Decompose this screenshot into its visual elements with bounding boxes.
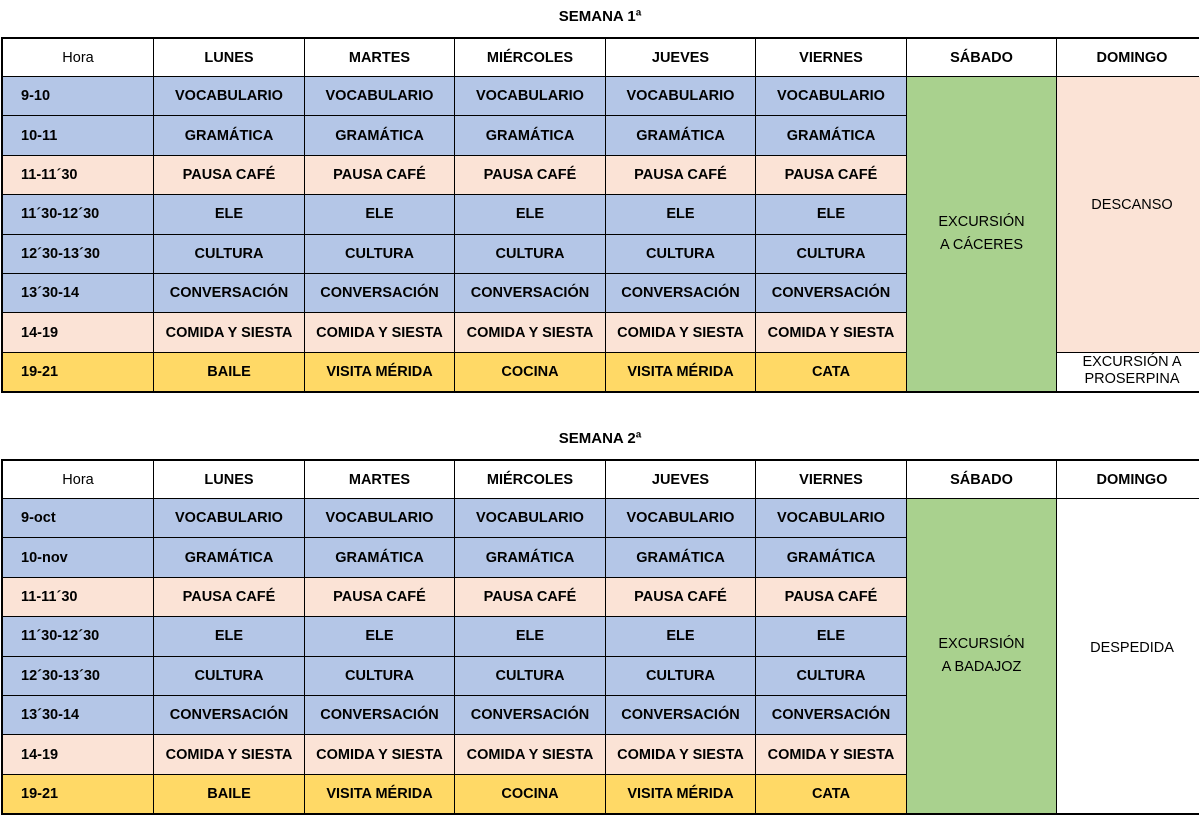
week2-activity-cell-jueves: PAUSA CAFÉ xyxy=(606,578,755,616)
week1-activity-cell-jueves: PAUSA CAFÉ xyxy=(606,156,755,194)
week2-activity-cell-viernes: VOCABULARIO xyxy=(756,499,906,537)
week1-hour-cell: 13´30-14 xyxy=(3,274,153,312)
week1-activity-cell-martes: VOCABULARIO xyxy=(305,77,454,115)
week1-schedule-table xyxy=(1,37,1199,393)
week2-activity-cell-miercoles: COMIDA Y SIESTA xyxy=(455,735,605,773)
week1-activity-cell-miercoles: VOCABULARIO xyxy=(455,77,605,115)
week2-header-jueves: JUEVES xyxy=(606,461,755,498)
week2-activity-cell-jueves: VOCABULARIO xyxy=(606,499,755,537)
week2-title: SEMANA 2ª xyxy=(558,430,642,447)
week2-activity-cell-miercoles: CONVERSACIÓN xyxy=(455,696,605,734)
week2-header-domingo: DOMINGO xyxy=(1057,461,1200,498)
week2-activity-cell-jueves: GRAMÁTICA xyxy=(606,538,755,576)
week1-activity-cell-lunes: CULTURA xyxy=(154,235,304,273)
week1-activity-cell-martes: GRAMÁTICA xyxy=(305,116,454,154)
week2-hour-cell: 19-21 xyxy=(3,775,153,813)
week1-activity-cell-martes: ELE xyxy=(305,195,454,233)
week1-activity-cell-viernes: PAUSA CAFÉ xyxy=(756,156,906,194)
week2-hour-cell: 14-19 xyxy=(3,735,153,773)
week2-activity-cell-martes: VOCABULARIO xyxy=(305,499,454,537)
week1-hour-cell: 9-10 xyxy=(3,77,153,115)
week2-activity-cell-martes: PAUSA CAFÉ xyxy=(305,578,454,616)
week1-saturday-excursion: EXCURSIÓN A CÁCERES xyxy=(907,77,1056,391)
week1-activity-cell-lunes: BAILE xyxy=(154,353,304,391)
week1-activity-cell-jueves: ELE xyxy=(606,195,755,233)
week1-activity-cell-martes: COMIDA Y SIESTA xyxy=(305,313,454,351)
week2-header-viernes: VIERNES xyxy=(756,461,906,498)
week2-activity-cell-viernes: PAUSA CAFÉ xyxy=(756,578,906,616)
week1-title: SEMANA 1ª xyxy=(558,8,642,25)
week2-activity-cell-martes: ELE xyxy=(305,617,454,655)
week1-activity-cell-lunes: CONVERSACIÓN xyxy=(154,274,304,312)
week1-header-viernes: VIERNES xyxy=(756,39,906,76)
week1-activity-cell-lunes: GRAMÁTICA xyxy=(154,116,304,154)
week1-hour-cell: 14-19 xyxy=(3,313,153,351)
week1-activity-cell-viernes: CULTURA xyxy=(756,235,906,273)
week1-activity-cell-viernes: ELE xyxy=(756,195,906,233)
week1-hour-cell: 11´30-12´30 xyxy=(3,195,153,233)
week2-sunday-farewell: DESPEDIDA xyxy=(1057,499,1200,813)
week2-activity-cell-miercoles: PAUSA CAFÉ xyxy=(455,578,605,616)
week1-hour-cell: 12´30-13´30 xyxy=(3,235,153,273)
week1-activity-cell-miercoles: CONVERSACIÓN xyxy=(455,274,605,312)
week1-activity-cell-jueves: CULTURA xyxy=(606,235,755,273)
week1-activity-cell-viernes: CATA xyxy=(756,353,906,391)
week2-activity-cell-viernes: CONVERSACIÓN xyxy=(756,696,906,734)
week1-header-miercoles: MIÉRCOLES xyxy=(455,39,605,76)
week2-activity-cell-miercoles: ELE xyxy=(455,617,605,655)
week2-activity-cell-lunes: BAILE xyxy=(154,775,304,813)
week1-hour-cell: 11-11´30 xyxy=(3,156,153,194)
week1-activity-cell-jueves: VISITA MÉRIDA xyxy=(606,353,755,391)
week2-activity-cell-martes: CONVERSACIÓN xyxy=(305,696,454,734)
week2-activity-cell-jueves: VISITA MÉRIDA xyxy=(606,775,755,813)
week2-activity-cell-miercoles: GRAMÁTICA xyxy=(455,538,605,576)
week2-activity-cell-lunes: VOCABULARIO xyxy=(154,499,304,537)
week1-sunday-rest: DESCANSO xyxy=(1057,77,1200,352)
week2-activity-cell-viernes: ELE xyxy=(756,617,906,655)
week1-header-jueves: JUEVES xyxy=(606,39,755,76)
week2-header-lunes: LUNES xyxy=(154,461,304,498)
week2-activity-cell-martes: VISITA MÉRIDA xyxy=(305,775,454,813)
week2-activity-cell-lunes: GRAMÁTICA xyxy=(154,538,304,576)
week1-header-sabado: SÁBADO xyxy=(907,39,1056,76)
week1-activity-cell-lunes: PAUSA CAFÉ xyxy=(154,156,304,194)
week2-activity-cell-lunes: CULTURA xyxy=(154,657,304,695)
week1-sunday-evening-excursion: EXCURSIÓN A PROSERPINA xyxy=(1057,353,1200,391)
week2-hour-cell: 11´30-12´30 xyxy=(3,617,153,655)
week1-activity-cell-martes: CONVERSACIÓN xyxy=(305,274,454,312)
week1-hour-cell: 19-21 xyxy=(3,353,153,391)
week2-schedule-table xyxy=(1,459,1199,815)
week2-hour-cell: 13´30-14 xyxy=(3,696,153,734)
week2-activity-cell-viernes: CULTURA xyxy=(756,657,906,695)
week2-activity-cell-viernes: GRAMÁTICA xyxy=(756,538,906,576)
week2-activity-cell-miercoles: COCINA xyxy=(455,775,605,813)
week1-header-martes: MARTES xyxy=(305,39,454,76)
week1-header-lunes: LUNES xyxy=(154,39,304,76)
week1-activity-cell-martes: PAUSA CAFÉ xyxy=(305,156,454,194)
week2-hour-cell: 10-nov xyxy=(3,538,153,576)
week2-header-miercoles: MIÉRCOLES xyxy=(455,461,605,498)
week1-activity-cell-viernes: CONVERSACIÓN xyxy=(756,274,906,312)
week1-activity-cell-jueves: GRAMÁTICA xyxy=(606,116,755,154)
week1-hour-cell: 10-11 xyxy=(3,116,153,154)
week2-hour-cell: 9-oct xyxy=(3,499,153,537)
week1-activity-cell-viernes: VOCABULARIO xyxy=(756,77,906,115)
week1-activity-cell-lunes: ELE xyxy=(154,195,304,233)
week2-activity-cell-martes: GRAMÁTICA xyxy=(305,538,454,576)
week1-activity-cell-martes: CULTURA xyxy=(305,235,454,273)
week1-activity-cell-viernes: COMIDA Y SIESTA xyxy=(756,313,906,351)
week1-activity-cell-miercoles: COMIDA Y SIESTA xyxy=(455,313,605,351)
week2-activity-cell-jueves: CULTURA xyxy=(606,657,755,695)
week2-activity-cell-martes: CULTURA xyxy=(305,657,454,695)
week2-activity-cell-viernes: CATA xyxy=(756,775,906,813)
week2-activity-cell-lunes: ELE xyxy=(154,617,304,655)
week1-activity-cell-lunes: COMIDA Y SIESTA xyxy=(154,313,304,351)
week2-activity-cell-lunes: CONVERSACIÓN xyxy=(154,696,304,734)
week1-activity-cell-jueves: COMIDA Y SIESTA xyxy=(606,313,755,351)
week1-activity-cell-miercoles: ELE xyxy=(455,195,605,233)
week1-activity-cell-jueves: VOCABULARIO xyxy=(606,77,755,115)
week2-hour-cell: 12´30-13´30 xyxy=(3,657,153,695)
week2-header-sabado: SÁBADO xyxy=(907,461,1056,498)
week2-hour-cell: 11-11´30 xyxy=(3,578,153,616)
week2-activity-cell-lunes: COMIDA Y SIESTA xyxy=(154,735,304,773)
week2-activity-cell-viernes: COMIDA Y SIESTA xyxy=(756,735,906,773)
week1-activity-cell-miercoles: CULTURA xyxy=(455,235,605,273)
week1-header-domingo: DOMINGO xyxy=(1057,39,1200,76)
week2-activity-cell-jueves: COMIDA Y SIESTA xyxy=(606,735,755,773)
week2-activity-cell-jueves: CONVERSACIÓN xyxy=(606,696,755,734)
week1-activity-cell-miercoles: COCINA xyxy=(455,353,605,391)
week2-activity-cell-martes: COMIDA Y SIESTA xyxy=(305,735,454,773)
week1-activity-cell-miercoles: GRAMÁTICA xyxy=(455,116,605,154)
week2-header-hora: Hora xyxy=(3,461,153,498)
week2-activity-cell-miercoles: CULTURA xyxy=(455,657,605,695)
week2-activity-cell-jueves: ELE xyxy=(606,617,755,655)
week1-activity-cell-lunes: VOCABULARIO xyxy=(154,77,304,115)
week1-activity-cell-martes: VISITA MÉRIDA xyxy=(305,353,454,391)
week2-saturday-excursion: EXCURSIÓN A BADAJOZ xyxy=(907,499,1056,813)
week2-activity-cell-lunes: PAUSA CAFÉ xyxy=(154,578,304,616)
week1-activity-cell-viernes: GRAMÁTICA xyxy=(756,116,906,154)
week2-activity-cell-miercoles: VOCABULARIO xyxy=(455,499,605,537)
week1-header-hora: Hora xyxy=(3,39,153,76)
week2-header-martes: MARTES xyxy=(305,461,454,498)
week1-activity-cell-jueves: CONVERSACIÓN xyxy=(606,274,755,312)
week1-activity-cell-miercoles: PAUSA CAFÉ xyxy=(455,156,605,194)
